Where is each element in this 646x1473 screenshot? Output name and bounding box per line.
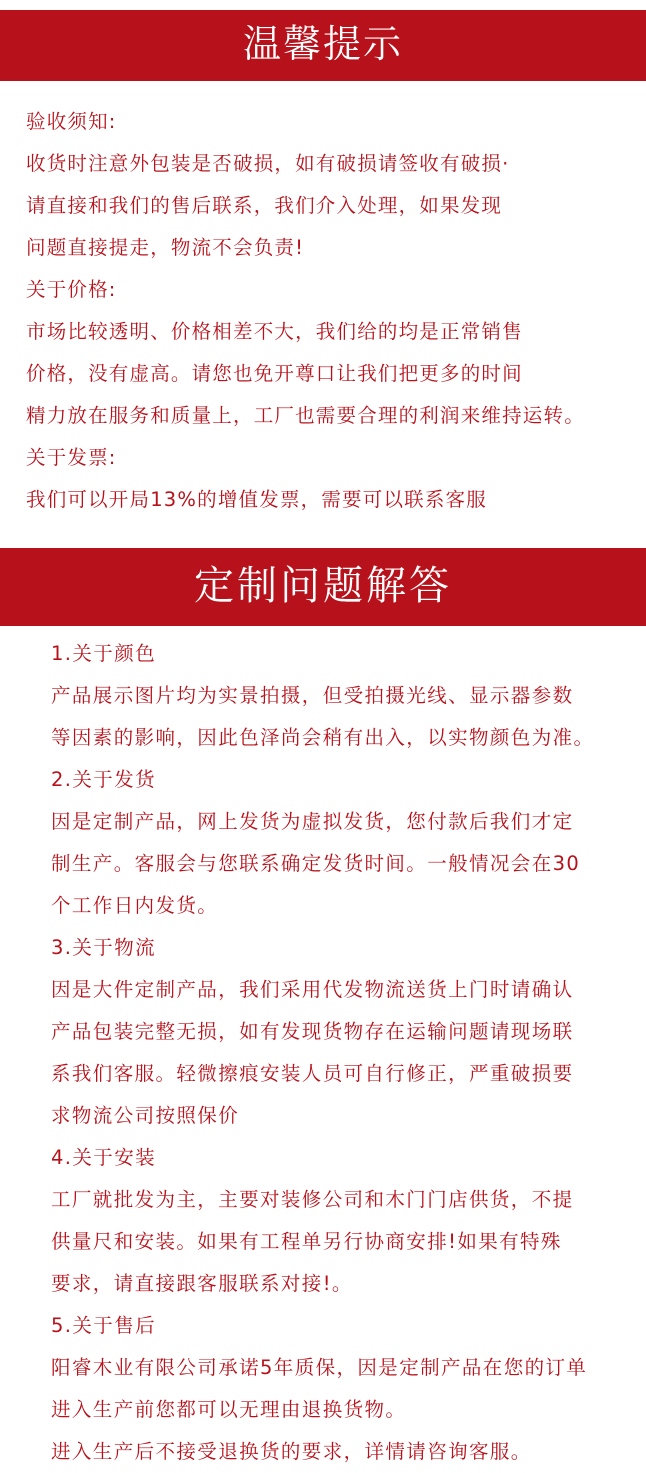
notice-text-line: 精力放在服务和质量上，工厂也需要合理的利润来维持运转。 <box>26 404 585 427</box>
notice-title: 温馨提示 <box>242 22 403 66</box>
faq-text-line: 产品包装完整无损，如有发现货物存在运输问题请现场联 <box>51 1020 574 1043</box>
faq-heading-color: 1.关于颜色 <box>51 642 157 665</box>
faq-text-line: 供量尺和安装。如果有工程单另行协商安排!如果有特殊 <box>51 1230 562 1253</box>
faq-text-line: 工厂就批发为主，主要对装修公司和木门门店供货，不提 <box>51 1188 574 1211</box>
notice-text-line: 我们可以开局13%的增值发票，需要可以联系客服 <box>26 488 487 511</box>
notice-section <box>0 101 646 521</box>
notice-text-line: 收货时注意外包装是否破损，如有破损请签收有破损· <box>26 152 510 175</box>
faq-heading-logistics: 3.关于物流 <box>51 936 157 959</box>
faq-heading-shipping: 2.关于发货 <box>51 768 157 791</box>
notice-banner <box>0 10 646 81</box>
faq-heading-after-sales: 5.关于售后 <box>51 1314 157 1337</box>
faq-banner <box>0 548 646 626</box>
faq-text-line: 阳睿木业有限公司承诺5年质保，因是定制产品在您的订单 <box>51 1356 588 1379</box>
faq-text-line: 等因素的影响，因此色泽尚会稍有出入，以实物颜色为准。 <box>51 726 595 749</box>
faq-text-line: 因是定制产品，网上发货为虚拟发货，您付款后我们才定 <box>51 810 574 833</box>
notice-heading-inspection: 验收须知: <box>26 110 117 133</box>
faq-text-line: 进入生产前您都可以无理由退换货物。 <box>51 1398 407 1421</box>
notice-text-line: 市场比较透明、价格相差不大，我们给的均是正常销售 <box>26 320 523 343</box>
faq-text-line: 产品展示图片均为实景拍摄，但受拍摄光线、显示器参数 <box>51 684 574 707</box>
faq-text-line: 系我们客服。轻微擦痕安装人员可自行修正，严重破损要 <box>51 1062 574 1085</box>
faq-title: 定制问题解答 <box>194 563 452 609</box>
notice-text-line: 问题直接提走，物流不会负责! <box>26 236 305 259</box>
faq-text-line: 要求，请直接跟客服联系对接!。 <box>51 1272 353 1295</box>
faq-text-line: 个工作日内发货。 <box>51 894 219 917</box>
faq-text-line: 因是大件定制产品，我们采用代发物流送货上门时请确认 <box>51 978 574 1001</box>
faq-heading-installation: 4.关于安装 <box>51 1146 157 1169</box>
notice-text-line: 请直接和我们的售后联系，我们介入处理，如果发现 <box>26 194 503 217</box>
faq-text-line: 进入生产后不接受退换货的要求，详情请咨询客服。 <box>51 1440 532 1463</box>
notice-heading-price: 关于价格: <box>26 278 117 301</box>
faq-section <box>0 633 646 1473</box>
faq-text-line: 制生产。客服会与您联系确定发货时间。一般情况会在30 <box>51 852 581 875</box>
faq-text-line: 求物流公司按照保价 <box>51 1104 240 1127</box>
notice-text-line: 价格，没有虚高。请您也免开尊口让我们把更多的时间 <box>26 362 523 385</box>
notice-heading-invoice: 关于发票: <box>26 446 117 469</box>
